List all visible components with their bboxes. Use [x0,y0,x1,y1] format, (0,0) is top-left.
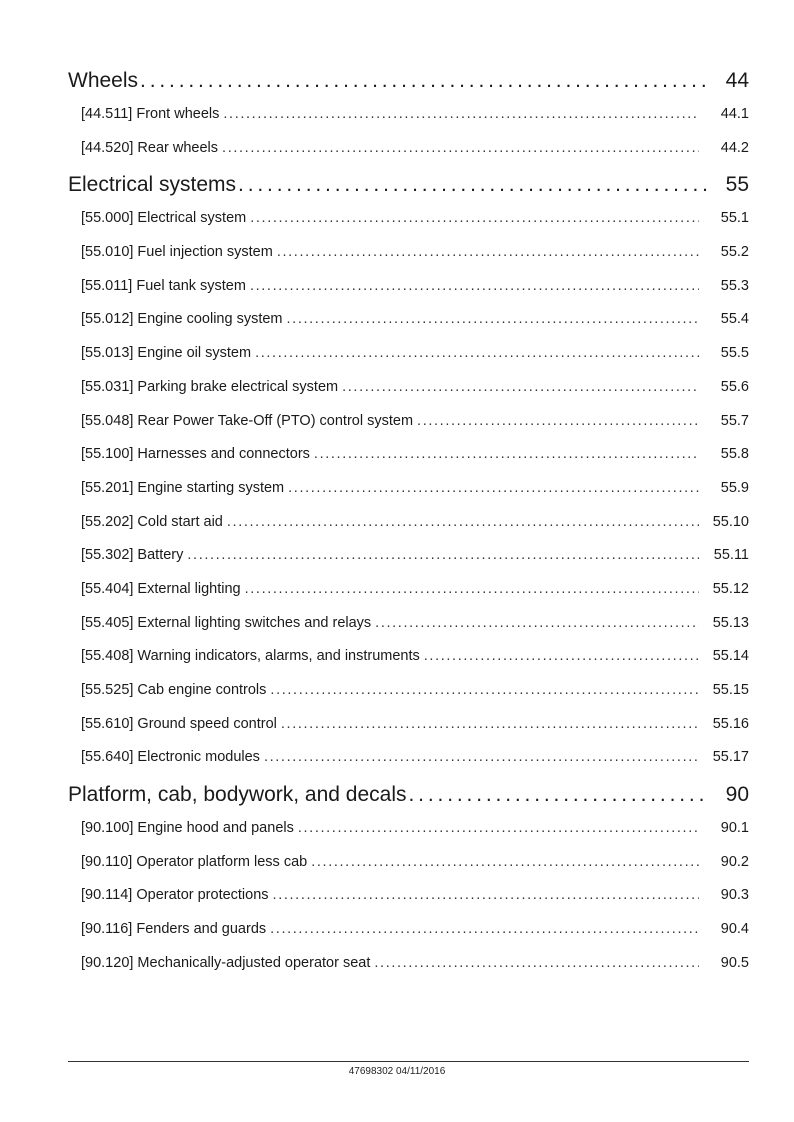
section-title: [90.116] Fenders and guards [81,921,267,938]
dot-leader [222,132,699,166]
section-page-number: 90.4 [720,921,749,938]
section-title: [55.201] Engine starting system [81,479,285,496]
section-page-number: 55.11 [713,547,749,564]
section-title: [55.048] Rear Power Take-Off (PTO) control system [81,412,414,429]
section-title: [90.114] Operator protections [81,887,269,904]
dot-leader [187,539,699,573]
section-title: [55.408] Warning indicators, alarms, and instruments [81,648,420,665]
section-page-number: 55.8 [720,446,749,463]
chapter-title: Wheels [68,69,139,92]
footer-document-code: 47698302 04/11/2016 [348,1066,446,1077]
toc-section-entry[interactable] [68,947,749,981]
dot-leader [288,472,699,506]
toc-section-entry[interactable] [68,371,749,405]
toc-section-entry[interactable] [68,812,749,846]
section-title: [55.000] Electrical system [81,210,247,227]
dot-leader [250,202,699,236]
toc-section-entry[interactable] [68,270,749,304]
section-page-number: 90.1 [720,820,749,837]
section-page-number: 90.2 [720,853,749,870]
section-title: [55.202] Cold start aid [81,513,223,530]
section-page-number: 55.13 [712,614,749,631]
section-title: [55.011] Fuel tank system [81,277,246,294]
section-page-number: 55.15 [712,682,749,698]
table-of-contents [68,64,749,981]
dot-leader [314,438,699,472]
dot-leader [223,98,699,132]
toc-section-entry[interactable] [68,640,749,674]
toc-section-entry[interactable] [68,132,749,166]
section-page-number: 55.16 [712,715,749,732]
dot-leader [374,947,699,981]
section-title: [55.302] Battery [81,547,184,564]
section-page-number: 55.12 [712,580,749,597]
toc-section-entry[interactable] [68,741,749,775]
section-page-number: 55.6 [720,378,749,395]
dot-leader [277,236,699,270]
toc-chapter-entry[interactable] [68,64,749,98]
section-title: [55.640] Electronic modules [81,749,260,766]
chapter-page-number: 90 [725,783,749,807]
dot-leader [287,303,699,337]
section-title: [90.100] Engine hood and panels [81,820,294,837]
dot-leader [311,846,699,880]
dot-leader [298,812,699,846]
section-page-number: 55.7 [720,412,749,429]
section-title: [90.110] Operator platform less cab [81,853,308,870]
dot-leader [409,778,709,812]
dot-leader [281,708,699,742]
section-title: [90.120] Mechanically-adjusted operator seat [81,954,371,971]
toc-section-entry[interactable] [68,405,749,439]
dot-leader [238,168,709,202]
section-page-number: 55.1 [720,210,749,227]
chapter-title: Electrical systems [68,173,237,197]
section-title: [55.525] Cab engine controls [81,682,267,698]
dot-leader [270,674,699,708]
chapter-page-number: 44 [725,69,749,92]
section-page-number: 44.1 [720,106,749,122]
toc-section-entry[interactable] [68,846,749,880]
dot-leader [273,879,699,913]
section-page-number: 55.5 [720,345,749,362]
dot-leader [424,640,699,674]
toc-section-entry[interactable] [68,674,749,708]
toc-section-entry[interactable] [68,708,749,742]
section-page-number: 90.3 [720,887,749,904]
section-page-number: 55.10 [712,513,749,530]
toc-section-entry[interactable] [68,879,749,913]
dot-leader [227,506,699,540]
chapter-page-number: 55 [725,173,749,197]
dot-leader [342,371,699,405]
section-title: [55.405] External lighting switches and relays [81,614,372,631]
section-page-number: 55.3 [720,277,749,294]
section-title: [55.404] External lighting [81,580,241,597]
toc-section-entry[interactable] [68,607,749,641]
dot-leader [264,741,699,775]
toc-section-entry[interactable] [68,438,749,472]
toc-chapter-entry[interactable] [68,778,749,812]
toc-section-entry[interactable] [68,202,749,236]
section-title: [44.520] Rear wheels [81,139,219,156]
toc-section-entry[interactable] [68,472,749,506]
section-title: [55.010] Fuel injection system [81,244,273,261]
toc-section-entry[interactable] [68,913,749,947]
footer-divider [68,1061,749,1062]
dot-leader [250,270,699,304]
section-title: [55.100] Harnesses and connectors [81,446,310,463]
dot-leader [417,405,699,439]
toc-section-entry[interactable] [68,573,749,607]
toc-chapter-entry[interactable] [68,168,749,202]
dot-leader [245,573,699,607]
section-page-number: 44.2 [720,139,749,156]
section-page-number: 55.14 [712,648,749,665]
toc-section-entry[interactable] [68,506,749,540]
toc-section-entry[interactable] [68,236,749,270]
toc-section-entry[interactable] [68,337,749,371]
section-title: [44.511] Front wheels [81,106,220,122]
chapter-title: Platform, cab, bodywork, and decals [68,783,407,807]
dot-leader [270,913,699,947]
section-page-number: 90.5 [720,954,749,971]
section-title: [55.012] Engine cooling system [81,311,283,328]
section-title: [55.031] Parking brake electrical system [81,378,339,395]
section-page-number: 55.2 [720,244,749,261]
dot-leader [255,337,699,371]
toc-section-entry[interactable] [68,303,749,337]
toc-section-entry[interactable] [68,539,749,573]
section-page-number: 55.17 [712,749,749,766]
section-title: [55.610] Ground speed control [81,715,277,732]
section-page-number: 55.9 [720,479,749,496]
dot-leader [375,607,699,641]
toc-section-entry[interactable] [68,98,749,132]
section-page-number: 55.4 [720,311,749,328]
dot-leader [140,64,709,98]
section-title: [55.013] Engine oil system [81,345,252,362]
